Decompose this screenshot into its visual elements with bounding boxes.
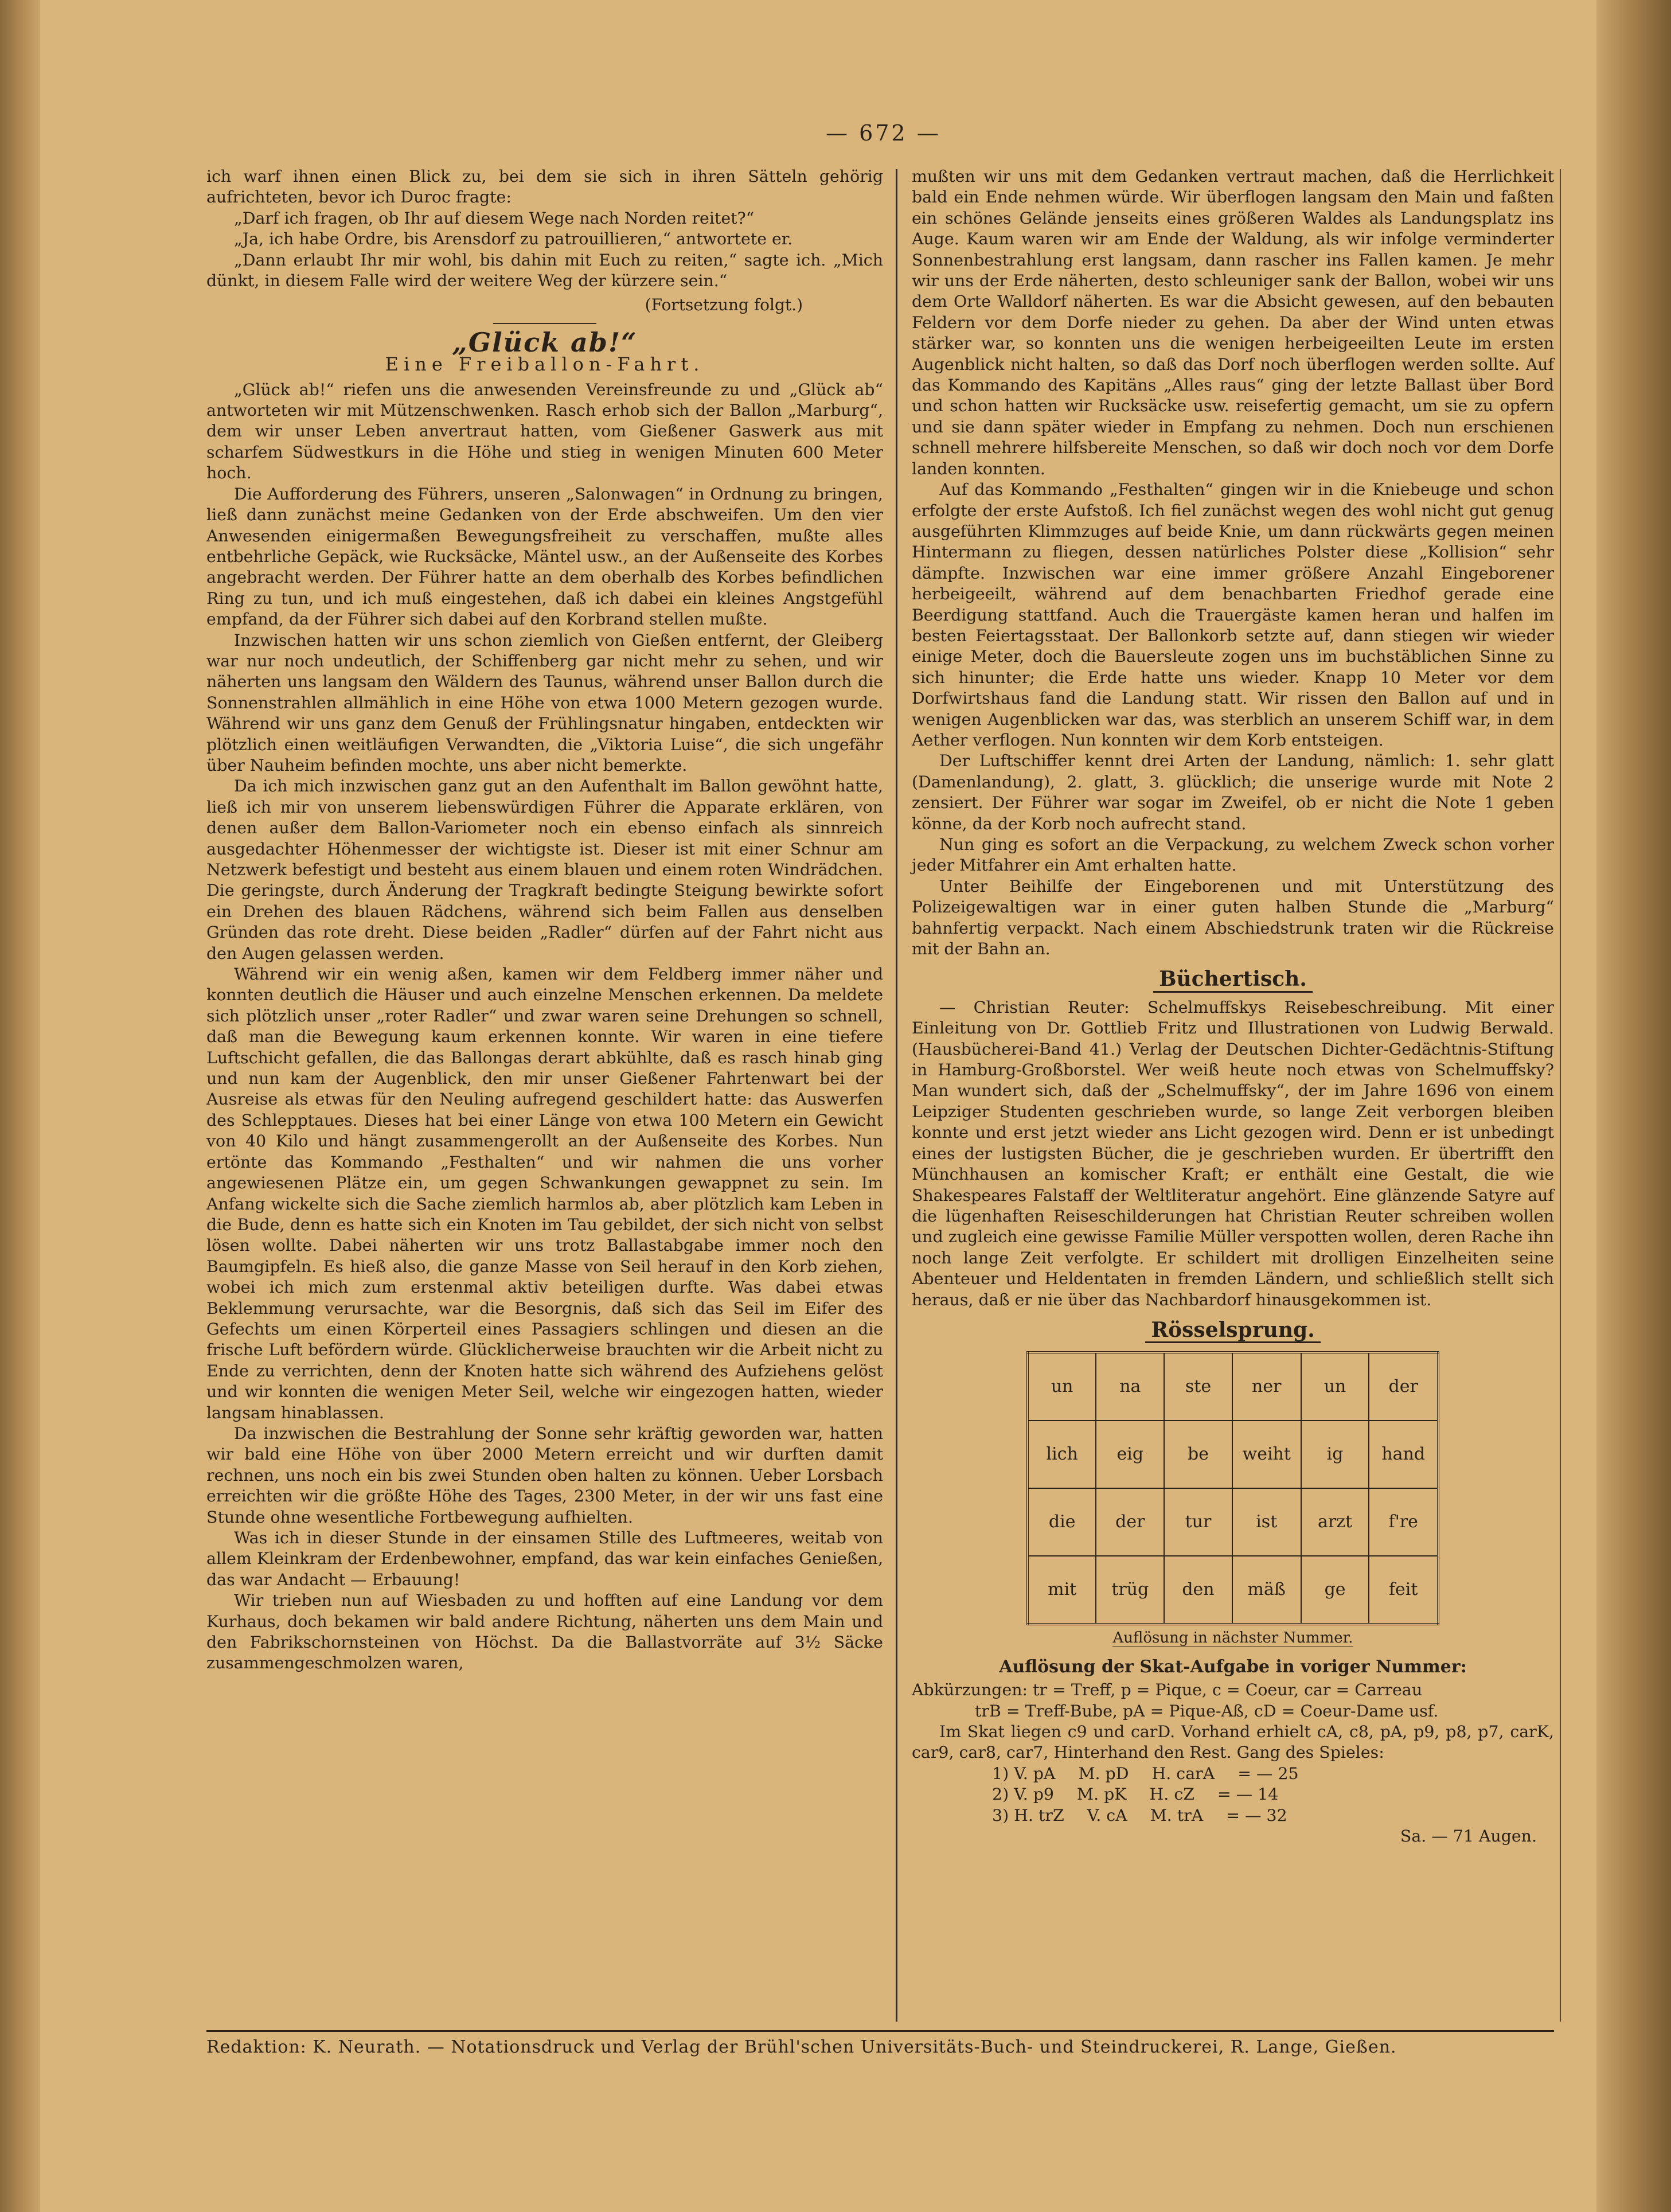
skat-move-cell: V. cA xyxy=(1087,1805,1127,1825)
article-paragraph: Der Luftschiffer kennt drei Arten der Landung, nämlich: 1. sehr glatt (Damenlandung), 2. glatt, 3. glücklich; die unserige wurde mit Note 2 zensiert. Der Führer war sogar im Zweifel, ob er nicht die Note 1 geben könne, da der Korb noch aufrecht stand. xyxy=(912,751,1554,833)
article-paragraph: Was ich in dieser Stunde in der einsamen Stille des Luftmeeres, weitab von allem Kleinkram der Erdenbewohner, empfand, das war kein einfaches Genießen, das war Andacht — Erbauung! xyxy=(206,1528,883,1589)
grid-cell: f're xyxy=(1369,1488,1438,1556)
imprint-footer: Redaktion: K. Neurath. — Notationsdruck und Verlag der Brühl'schen Universitäts-Buch- und Steindruckerei, R. Lange, Gießen. xyxy=(206,2037,1397,2057)
grid-cell: mit xyxy=(1028,1556,1096,1624)
right-column xyxy=(912,166,1554,1847)
grid-cell: ste xyxy=(1164,1352,1232,1421)
grid-row xyxy=(1028,1352,1438,1421)
grid-cell: weiht xyxy=(1232,1421,1301,1488)
page-number: — 672 — xyxy=(826,120,941,146)
grid-cell: hand xyxy=(1369,1421,1438,1488)
grid-cell: ist xyxy=(1232,1488,1301,1556)
fortsetzung-note: (Fortsetzung folgt.) xyxy=(645,295,803,315)
grid-row xyxy=(1028,1421,1438,1488)
skat-move-cell: M. pK xyxy=(1077,1785,1127,1804)
skat-move-cell: H. cZ xyxy=(1149,1785,1194,1804)
grid-cell: arzt xyxy=(1301,1488,1369,1556)
grid-cell: un xyxy=(1028,1352,1096,1421)
skat-move-cell: M. pD xyxy=(1078,1764,1129,1783)
article-paragraph: Auf das Kommando „Festhalten“ gingen wir in die Kniebeuge und schon erfolgte der erste Aufstoß. Ich fiel zunächst wegen des wohl nicht gut genug ausgeführten Klimmzuges auf beide Knie, um dann rückwärts gegen meinen Hintermann zu fliegen, dessen natürliches Polster diese „Kollision“ sehr dämpfte. Inzwischen war eine immer größere Anzahl Eingeborener herbeigeeilt, während auf dem benachbarten Friedhof gerade eine Beerdigung stattfand. Auch die Trauergäste kamen heran und halfen im besten Feiertagsstaat. Der Ballonkorb setzte auf, dann stiegen wir wieder einige Meter, doch die Bauersleute zogen uns im buchstäblichen Sinne zu sich hinunter; die Erde hatte uns wieder. Knapp 10 Meter vor dem Dorfwirtshaus fand die Landung statt. Wir rissen den Ballon auf und in wenigen Augenblicken war das, was sterblich an unserem Schiff war, in dem Aether verflogen. Nun konnten wir dem Korb entsteigen. xyxy=(912,480,1554,750)
grid-cell: un xyxy=(1301,1352,1369,1421)
section-rule xyxy=(493,323,596,324)
buechertisch-text: — Christian Reuter: Schelmuffskys Reisebeschreibung. Mit einer Einleitung von Dr. Gottlieb Fritz und Illustrationen von Ludwig Berwald. (Hausbücherei-Band 41.) Verlag der Deutschen Dichter-Gedächtnis-Stiftung in Hamburg-Großborstel. Wer weiß heute noch etwas von Schelmuffsky? Man wundert sich, daß der „Schelmuffsky“, der im Jahre 1696 von einem Leipziger Studenten geschrieben wurde, so lange Zeit verborgen bleiben konnte und erst jetzt wieder ans Licht gezogen wird. Denn er ist unbedingt eines der lustigsten Bücher, die je geschrieben wurden. Er übertrifft den Münchhausen an komischer Kraft; er enthält eine Gestalt, die wie Shakespeares Falstaff der Weltliteratur angehört. Eine glänzende Satyre auf die lügenhaften Reiseschilderungen hat Christian Reuter schreiben wollen und zugleich eine gewisse Familie Müller verspotten wollen, deren Rache ihn noch lange Zeit verfolgte. Er schildert mit drolligen Einzelheiten seine Abenteuer und Heldentaten in fremden Ländern, und schließlich stellt sich heraus, daß er nie über das Nachbardorf hinausgekommen ist. xyxy=(912,997,1554,1309)
grid-cell: feit xyxy=(1369,1556,1438,1624)
grid-cell: die xyxy=(1028,1488,1096,1556)
article-paragraph: Inzwischen hatten wir uns schon ziemlich von Gießen entfernt, der Gleiberg war nur noch undeutlich, der Schiffenberg gar nicht mehr zu sehen, und wir näherten uns langsam den Wäldern des Taunus, während unser Ballon durch die Sonnenstrahlen allmählich in eine Höhe von etwa 1000 Metern gezogen wurde. Während wir uns ganz dem Genuß der Frühlingsnatur hingaben, entdeckten wir plötzlich einen weitläufigen Verwandten, die „Viktoria Luise“, die sich ungefähr über Nauheim befinden mochte, uns aber nicht bemerkte. xyxy=(206,630,883,775)
continuation-paragraph: „Dann erlaubt Ihr mir wohl, bis dahin mit Euch zu reiten,“ sagte ich. „Mich dünkt, in diesem Falle wird der weitere Weg der kürzere sein.“ xyxy=(206,250,883,291)
skat-move-cell: = — 25 xyxy=(1237,1764,1299,1783)
roesselsprung-grid xyxy=(1026,1351,1439,1625)
article-paragraph: mußten wir uns mit dem Gedanken vertraut machen, daß die Herrlichkeit bald ein Ende nehmen würde. Wir überflogen langsam den Main und faßten ein schönes Gelände jenseits eines größeren Waldes als Landungsplatz ins Auge. Kaum waren wir am Ende der Waldung, als wir infolge verminderter Sonnenbestrahlung erst langsam, dann rascher ins Fallen kamen. Je mehr wir uns der Erde näherten, desto schleuniger sank der Ballon, wobei wir uns dem Orte Walldorf näherten. Es war die Absicht gewesen, auf den bebauten Feldern vor dem Dorfe nieder zu gehen. Da aber der Wind unten etwas stärker war, so konnten uns die wenigen herbeigeeilten Leute im ersten Augenblick nicht halten, so daß das Dorf noch überflogen werden sollte. Auf das Kommando des Kapitäns „Alles raus“ ging der letzte Ballast über Bord und schon hatten wir Rucksäcke usw. reisefertig gemacht, um sie zu opfern und sie dann später wieder in Empfang zu nehmen. Doch nun erschienen schnell mehrere hilfsbereite Menschen, so daß wir doch noch vor dem Dorfe landen konnten. xyxy=(912,167,1554,478)
skat-abbrev-line: trB = Treff-Bube, pA = Pique-Aß, cD = Coeur-Dame usf. xyxy=(975,1701,1439,1721)
continuation-paragraph: „Darf ich fragen, ob Ihr auf diesem Wege nach Norden reitet?“ xyxy=(234,208,755,228)
footer-rule xyxy=(206,2030,1554,2032)
skat-text: Im Skat liegen c9 und carD. Vorhand erhielt cA, c8, pA, p9, p8, p7, carK, car9, car8, car7, Hinterhand den Rest. Gang des Spieles: xyxy=(912,1722,1554,1762)
skat-move-cell: M. trA xyxy=(1150,1805,1204,1825)
roesselsprung-caption xyxy=(912,1628,1554,1648)
right-margin-rule xyxy=(1560,169,1561,2022)
grid-cell: be xyxy=(1164,1421,1232,1488)
skat-abbrev-line: Abkürzungen: tr = Treff, p = Pique, c = Coeur, car = Carreau xyxy=(912,1680,1423,1700)
skat-move-cell: 3) H. trZ xyxy=(992,1805,1064,1825)
grid-cell: der xyxy=(1369,1352,1438,1421)
continuation-paragraph: ich warf ihnen einen Blick zu, bei dem sie sich in ihren Sätteln gehörig aufrichteten, bevor ich Duroc fragte: xyxy=(206,167,883,207)
skat-heading: Auflösung der Skat-Aufgabe in voriger Nummer: xyxy=(999,1656,1467,1677)
grid-cell: ge xyxy=(1301,1556,1369,1624)
grid-cell: den xyxy=(1164,1556,1232,1624)
grid-cell: tur xyxy=(1164,1488,1232,1556)
skat-total: Sa. — 71 Augen. xyxy=(1400,1827,1537,1846)
skat-move-row xyxy=(992,1764,1554,1784)
continuation-paragraph: „Ja, ich habe Ordre, bis Arensdorf zu patrouillieren,“ antwortete er. xyxy=(234,229,793,249)
skat-move-row xyxy=(992,1784,1554,1805)
roesselsprung-caption-text: Auflösung in nächster Nummer. xyxy=(1112,1629,1353,1647)
skat-moves xyxy=(992,1764,1554,1826)
skat-move-cell: = — 32 xyxy=(1226,1805,1287,1825)
newspaper-page xyxy=(40,0,1596,2212)
grid-cell: mäß xyxy=(1232,1556,1301,1624)
skat-move-cell: H. carA xyxy=(1151,1764,1215,1783)
grid-cell: trüg xyxy=(1096,1556,1164,1624)
buechertisch-heading-text: Büchertisch. xyxy=(1153,969,1313,992)
grid-cell: eig xyxy=(1096,1421,1164,1488)
article-paragraph: „Glück ab!“ riefen uns die anwesenden Vereinsfreunde zu und „Glück ab“ antworteten wir mit Mützenschwenken. Rasch erhob sich der Ballon „Marburg“, dem wir unser Leben anvertraut hatten, vom Gießener Gaswerk aus mit scharfem Südwestkurs in die Höhe und stieg in wenigen Minuten 600 Meter hoch. xyxy=(206,380,883,483)
article-subtitle: Eine Freiballon-Fahrt. xyxy=(385,353,705,376)
skat-move-cell: 1) V. pA xyxy=(992,1764,1056,1783)
grid-cell: ig xyxy=(1301,1421,1369,1488)
grid-cell: ner xyxy=(1232,1352,1301,1421)
skat-move-cell: = — 14 xyxy=(1217,1785,1279,1804)
buechertisch-heading xyxy=(912,969,1554,992)
article-paragraph: Wir trieben nun auf Wiesbaden zu und hofften auf eine Landung vor dem Kurhaus, doch bekamen wir bald andere Richtung, näherten uns dem Main und den Fabrikschornsteinen von Höchst. Da die Ballastvorräte auf 3½ Säcke zusammengeschmolzen waren, xyxy=(206,1591,883,1673)
article-paragraph: Die Aufforderung des Führers, unseren „Salonwagen“ in Ordnung zu bringen, ließ dann zunächst meine Gedanken von der Erde abschweifen. Um den vier Anwesenden einigermaßen Bewegungsfreiheit zu verschaffen, mußte alles entbehrliche Gepäck, wie Rucksäcke, Mäntel usw., an der Außenseite des Korbes angebracht werden. Der Führer hatte an dem oberhalb des Korbes befindlichen Ring zu tun, und ich muß eingestehen, daß ich dabei ein kleines Angstgefühl empfand, da der Führer sich dabei auf den Korbrand stellen mußte. xyxy=(206,484,883,629)
roesselsprung-heading-text: Rösselsprung. xyxy=(1145,1320,1321,1343)
column-divider xyxy=(896,169,897,2022)
grid-row xyxy=(1028,1488,1438,1556)
article-paragraph: Nun ging es sofort an die Verpackung, zu welchem Zweck schon vorher jeder Mitfahrer ein Amt erhalten hatte. xyxy=(912,835,1554,875)
grid-cell: na xyxy=(1096,1352,1164,1421)
roesselsprung-heading xyxy=(912,1317,1554,1343)
grid-cell: lich xyxy=(1028,1421,1096,1488)
page-edge-right xyxy=(1596,0,1671,2212)
article-paragraph: Unter Beihilfe der Eingeborenen und mit Unterstützung des Polizeigewaltigen war in einer guten halben Stunde die „Marburg“ bahnfertig verpackt. Nach einem Abschiedstrunk traten wir die Rückreise mit der Bahn an. xyxy=(912,876,1554,959)
grid-row xyxy=(1028,1556,1438,1624)
article-paragraph: Da ich mich inzwischen ganz gut an den Aufenthalt im Ballon gewöhnt hatte, ließ ich mir von unserem liebenswürdigen Führer die Apparate erklären, von denen außer dem Ballon-Variometer noch ein ebenso einfach als sinnreich ausgedachter Höhenmesser der wichtigste ist. Dieser ist mit einer Schnur am Netzwerk befestigt und besteht aus einem blauen und einem roten Windrädchen. Die geringste, durch Änderung der Tragkraft bedingte Steigung bewirkte sofort ein Drehen des blauen Rädchens, während sich beim Fallen aus denselben Gründen das rote dreht. Diese beiden „Radler“ dürfen auf der Fahrt nicht aus den Augen gelassen werden. xyxy=(206,777,883,963)
article-paragraph: Da inzwischen die Bestrahlung der Sonne sehr kräftig geworden war, hatten wir bald eine Höhe von über 2000 Metern erreicht und wir durften damit rechnen, uns noch ein bis zwei Stunden oben halten zu können. Ueber Lorsbach erreichten wir die größte Höhe des Tages, 2300 Meter, in der wir uns fast eine Stunde ohne wesentliche Fortbewegung aufhielten. xyxy=(206,1423,883,1527)
page-edge-left xyxy=(0,0,40,2212)
grid-cell: der xyxy=(1096,1488,1164,1556)
left-column xyxy=(206,166,883,1674)
article-title: „Glück ab!“ xyxy=(452,326,638,358)
skat-move-row xyxy=(992,1805,1554,1826)
article-paragraph: Während wir ein wenig aßen, kamen wir dem Feldberg immer näher und konnten deutlich die Häuser und auch einzelne Menschen erkennen. Da meldete sich plötzlich unser „roter Radler“ und zwar waren seine Drehungen so schnell, daß man die Bewegung kaum erkennen konnte. Wir waren in eine tiefere Luftschicht gefallen, die das Ballongas derart abkühlte, daß es rasch hinab ging und nun kam der Augenblick, den mir unser Gießener Fahrtenwart bei der Ausreise als etwas für den Neuling aufregend geschildert hatte: das Auswerfen des Schlepptaues. Dieses hat bei einer Länge von etwa 100 Metern ein Gewicht von 40 Kilo und hängt zusammengerollt an der Außenseite des Korbes. Nun ertönte das Kommando „Festhalten“ und wir nahmen die uns vorher angewiesenen Plätze ein, um gegen Schwankungen gewappnet zu sein. Im Anfang wickelte sich die Sache ziemlich harmlos ab, aber plötzlich kam Leben in die Bude, denn es hatte sich ein Knoten im Tau gebildet, der sich nicht von selbst lösen wollte. Dabei näherten wir uns trotz Ballastabgabe immer noch den Baumgipfeln. Es hieß also, die ganze Masse von Seil herauf in den Korb ziehen, wobei ich mich zum erstenmal aktiv beteiligen durfte. Was dabei etwas Beklemmung verursachte, war die Besorgnis, daß sich das Seil im Eifer des Gefechts um einen Körperteil eines Passagiers schlingen und diesen an die frische Luft befördern würde. Glücklicherweise brauchten wir die Arbeit nicht zu Ende zu verrichten, denn der Knoten hatte sich während des Aufziehens gelöst und wir konnten die wenigen Meter Seil, welche wir eingezogen hatten, wieder langsam hinablassen. xyxy=(206,965,883,1422)
skat-move-cell: 2) V. p9 xyxy=(992,1785,1054,1804)
